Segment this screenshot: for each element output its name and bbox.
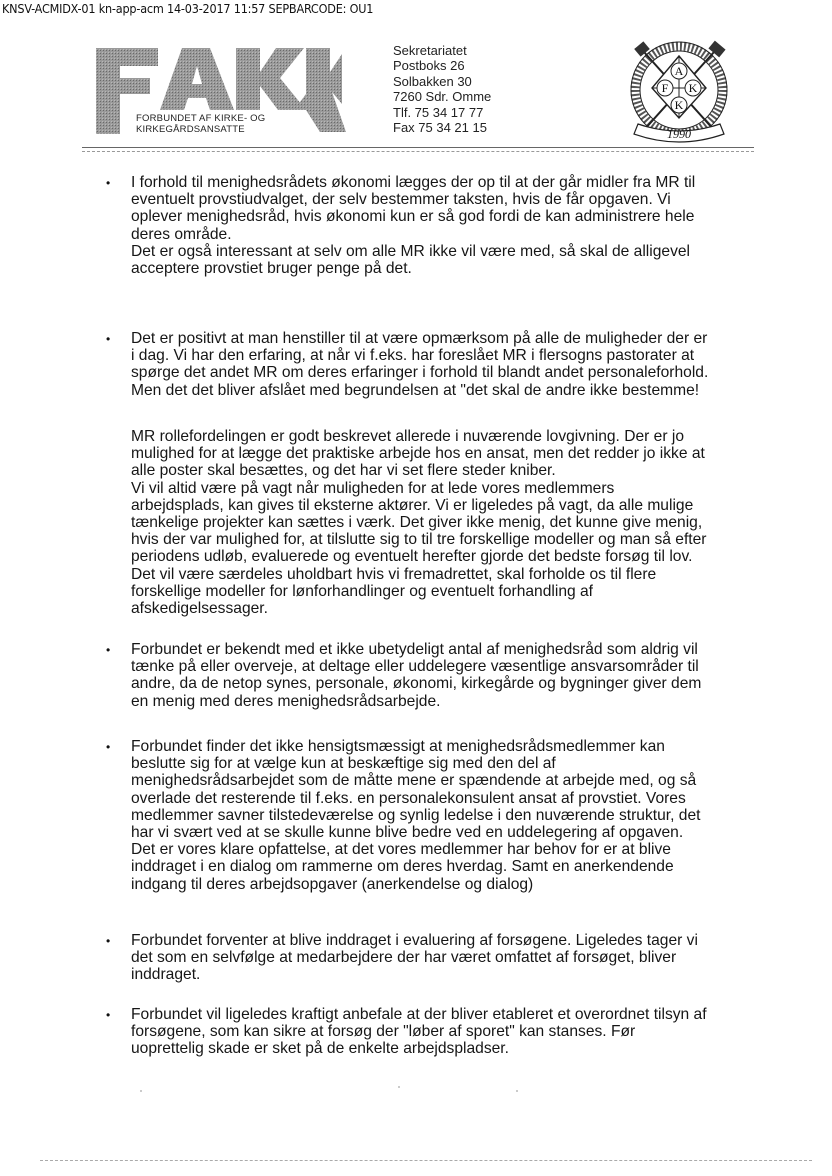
bullet-marker: • [106,176,111,190]
paragraph-line: arbejdsplads, kan gives til eksterne aktører. Vi er ligeledes på vagt, da alle mulige [131,496,694,514]
paragraph-line: Forbundet er bekendt med et ikke ubetydeligt antal af menighedsråd som aldrig vil [131,641,698,658]
scan-speck [140,1090,142,1092]
body-paragraph [131,330,761,399]
paragraph-line: en menig med deres menighedsrådsarbejde. [131,692,441,710]
bullet-marker: • [106,934,111,948]
paragraph-line: forskellige modeller for lønforhandlinger og eventuelt forhandling af [131,582,594,600]
paragraph-line: tænke på eller overveje, at deltage eller uddelegere væsentlige ansvarsområder til [131,658,699,676]
bullet-marker: • [106,643,111,657]
paragraph-line: Det er positivt at man henstiller til at være opmærksom på alle de muligheder der er [131,330,708,347]
letterhead-rule [82,147,754,148]
paragraph-line: inddraget. [131,966,201,984]
paragraph-line: Forbundet forventer at blive inddraget i evaluering af forsøgene. Ligeledes tager vi [131,932,698,949]
contact-line: Fax 75 34 21 15 [393,120,487,136]
seal-year: 1990 [667,127,691,141]
seal-letter: K [674,98,684,112]
paragraph-line: menighedsrådsarbejdet som de måtte mene er spændende at arbejde med, og så [131,772,697,790]
paragraph-line: andre, da de netop synes, personale, økonomi, kirkegårde og bygninger giver dem [131,675,702,693]
org-name-line1: FORBUNDET AF KIRKE- OG [136,113,266,124]
paragraph-line: har vi svært ved at se skulle kunne blive bedre ved en uddelegering af opgaven. [131,824,684,842]
paragraph-line: I forhold til menighedsrådets økonomi lægges der op til at der går midler fra MR til [131,174,696,191]
union-seal [614,38,744,146]
paragraph-line: Det vil være særdeles uholdbart hvis vi fremadrettet, skal forholde os til flere [131,565,657,583]
contact-line: 7260 Sdr. Omme [393,89,492,105]
paragraph-line: spørge det andet MR om deres erfaringer i forhold til blandt andet personaleforhold. [131,364,709,382]
org-name-line2: KIRKEGÅRDSANSATTE [136,123,245,135]
contact-line: Sekretariatet [393,43,467,58]
seal-graphic [614,38,744,146]
scan-speck [398,1086,400,1088]
paragraph-line: eventuelt provstiudvalget, der selv bestemmer taksten, hvis de får opgaven. Vi [131,191,671,209]
fakk-logo [94,44,348,136]
paragraph-line: oplever menighedsråd, hvis økonomi kun er så god fordi de kan administrere hele [131,208,695,226]
paragraph-line: tænkelige projekter kan sættes i værk. Det giver ikke menig, det kunne give menig, [131,514,703,532]
seal-letter: A [674,64,684,78]
paragraph-line: Det er også interessant at selv om alle MR ikke vil være med, så skal de alligevel [131,242,691,260]
paragraph-line: forsøgene, som kan sikre at forsøg der "løber af sporet" kan stanses. Før [131,1023,636,1041]
scan-header: KNSV-ACMIDX-01 kn-app-acm 14-03-2017 11:57 SEPBARCODE: OU1 [2,1,374,16]
seal-letter: K [688,81,698,95]
paragraph-line: beslutte sig for at vælge kun at beskæftige sig med den del af [131,755,556,773]
paragraph-line: inddraget i en dialog om rammerne om deres hverdag. Samt en anerkendende [131,858,674,876]
contact-line: Tlf. 75 34 17 77 [393,104,484,120]
paragraph-line: alle poster skal besættes, og det har vi set flere steder kniber. [131,462,556,480]
footer-rule [40,1160,812,1161]
scan-speck [516,1090,518,1092]
paragraph-line: medlemmer savner tilstedeværelse og synlig ledelse i den nuværende struktur, det [131,806,701,824]
bullet-marker: • [106,1008,111,1022]
paragraph-line: overlade det resterende til f.eks. en personalekonsulent ansat af provstiet. Vores [131,789,686,807]
paragraph-line: uoprettelig skade er sket på de enkelte arbejdspladser. [131,1040,509,1058]
contact-block [393,43,491,135]
paragraph-line: deres område. [131,225,232,243]
paragraph-line: periodens udløb, evaluerede og eventuelt herefter gjorde det bedste forsøg til lov. [131,548,693,566]
body-paragraph [131,1006,761,1058]
paragraph-line: Men det det bliver afslået med begrundelsen at "det skal de andre ikke bestemme! [131,381,700,399]
paragraph-line: Vi vil altid være på vagt når muligheden for at lede vores medlemmers [131,479,615,497]
paragraph-line: Det er vores klare opfattelse, at det vores medlemmer har behov for er at blive [131,841,671,859]
paragraph-line: hvis der var mulighed for, at tilslutte sig to til tre forskellige modeller og man så efter [131,531,707,549]
org-name [136,114,265,135]
paragraph-line: afskedigelsessager. [131,600,268,618]
seal-letter: F [661,81,669,95]
paragraph-line: i dag. Vi har den erfaring, at når vi f.eks. har foreslået MR i flersogns pastorater at [131,347,695,365]
letterhead-rule-dashed [82,151,754,152]
bullet-marker: • [106,740,111,754]
body-paragraph [131,641,761,710]
contact-line: Postboks 26 [393,58,465,74]
paragraph-line: MR rollefordelingen er godt beskrevet allerede i nuværende lovgivning. Der er jo [131,428,685,445]
body-paragraph [131,174,761,277]
bullet-marker: • [106,332,111,346]
paragraph-line: det som en selvfølge at medarbejdere der har været omfattet af forsøget, bliver [131,949,677,967]
paragraph-line: acceptere provstiet bruger penge på det. [131,260,412,278]
paragraph-line: indgang til deres arbejdsopgaver (anerkendelse og dialog) [131,875,534,893]
paragraph-line: mulighed for at lægge det praktiske arbejde hos en ansat, men det redder jo ikke at [131,445,705,463]
paragraph-line: Forbundet vil ligeledes kraftigt anbefale at der bliver etableret et overordnet tilsyn af [131,1006,707,1023]
body-paragraph [131,428,761,617]
body-paragraph [131,738,761,893]
paragraph-line: Forbundet finder det ikke hensigtsmæssigt at menighedsrådsmedlemmer kan [131,738,665,755]
contact-line: Solbakken 30 [393,73,472,89]
body-paragraph [131,932,761,984]
